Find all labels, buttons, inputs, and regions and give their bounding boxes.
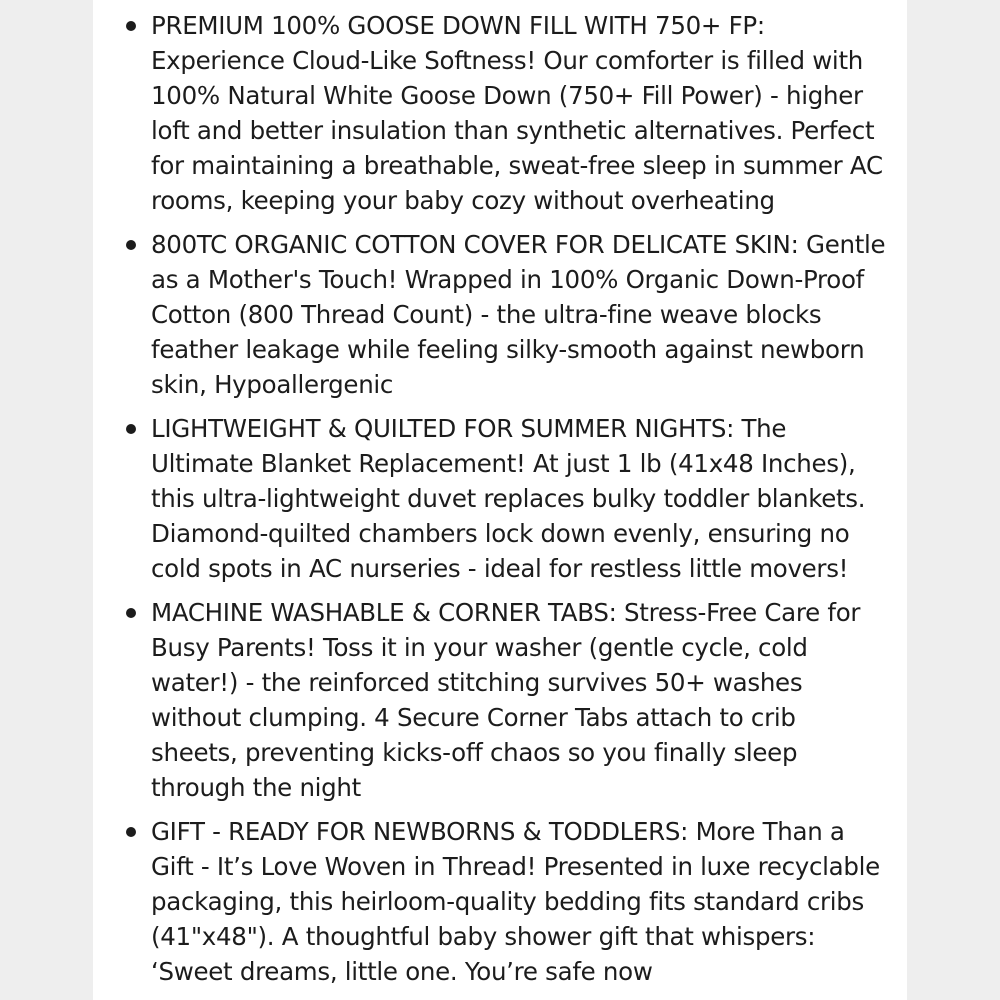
bullet-dot-icon (126, 608, 136, 618)
feature-bullet-down-fill (93, 8, 907, 218)
feature-bullet-text: GIFT - READY FOR NEWBORNS & TODDLERS: More Than a Gift - It’s Love Woven in Thread! Presented in luxe recyclable packaging, this heirloom-quality bedding fits standard cribs (41"x48"). A thoughtful baby shower gift that whispers: ‘Sweet dreams, little one. You’re safe now (151, 817, 880, 986)
feature-bullet-cotton-cover (93, 227, 907, 402)
feature-bullet-text: LIGHTWEIGHT & QUILTED FOR SUMMER NIGHTS: The Ultimate Blanket Replacement! At just 1 lb (41x48 Inches), this ultra-lightweight duvet replaces bulky toddler blankets. Diamond-quilted chambers lock down evenly, ensuring no cold spots in AC nurseries - ideal for restless little movers! (151, 414, 866, 583)
feature-bullet-text: 800TC ORGANIC COTTON COVER FOR DELICATE SKIN: Gentle as a Mother's Touch! Wrapped in 100% Organic Down-Proof Cotton (800 Thread Count) - the ultra-fine weave blocks feather leakage while feeling silky-smooth against newborn skin, Hypoallergenic (151, 230, 886, 399)
feature-bullet-gift (93, 814, 907, 989)
bullet-dot-icon (126, 240, 136, 250)
bullet-dot-icon (126, 424, 136, 434)
feature-bullet-text: PREMIUM 100% GOOSE DOWN FILL WITH 750+ FP: Experience Cloud-Like Softness! Our comforter is filled with 100% Natural White Goose Down (750+ Fill Power) - higher loft and better insulation than synthetic alternatives. Perfect for maintaining a breathable, sweat-free sleep in summer AC rooms, keeping your baby cozy without overheating (151, 11, 883, 215)
bullet-dot-icon (126, 21, 136, 31)
product-description-card (93, 0, 907, 1000)
feature-bullet-list (93, 0, 907, 989)
feature-bullet-lightweight (93, 411, 907, 586)
bullet-dot-icon (126, 827, 136, 837)
feature-bullet-text: MACHINE WASHABLE & CORNER TABS: Stress-Free Care for Busy Parents! Toss it in your washer (gentle cycle, cold water!) - the reinforced stitching survives 50+ washes without clumping. 4 Secure Corner Tabs attach to crib sheets, preventing kicks-off chaos so you finally sleep through the night (151, 598, 861, 802)
feature-bullet-washable (93, 595, 907, 805)
